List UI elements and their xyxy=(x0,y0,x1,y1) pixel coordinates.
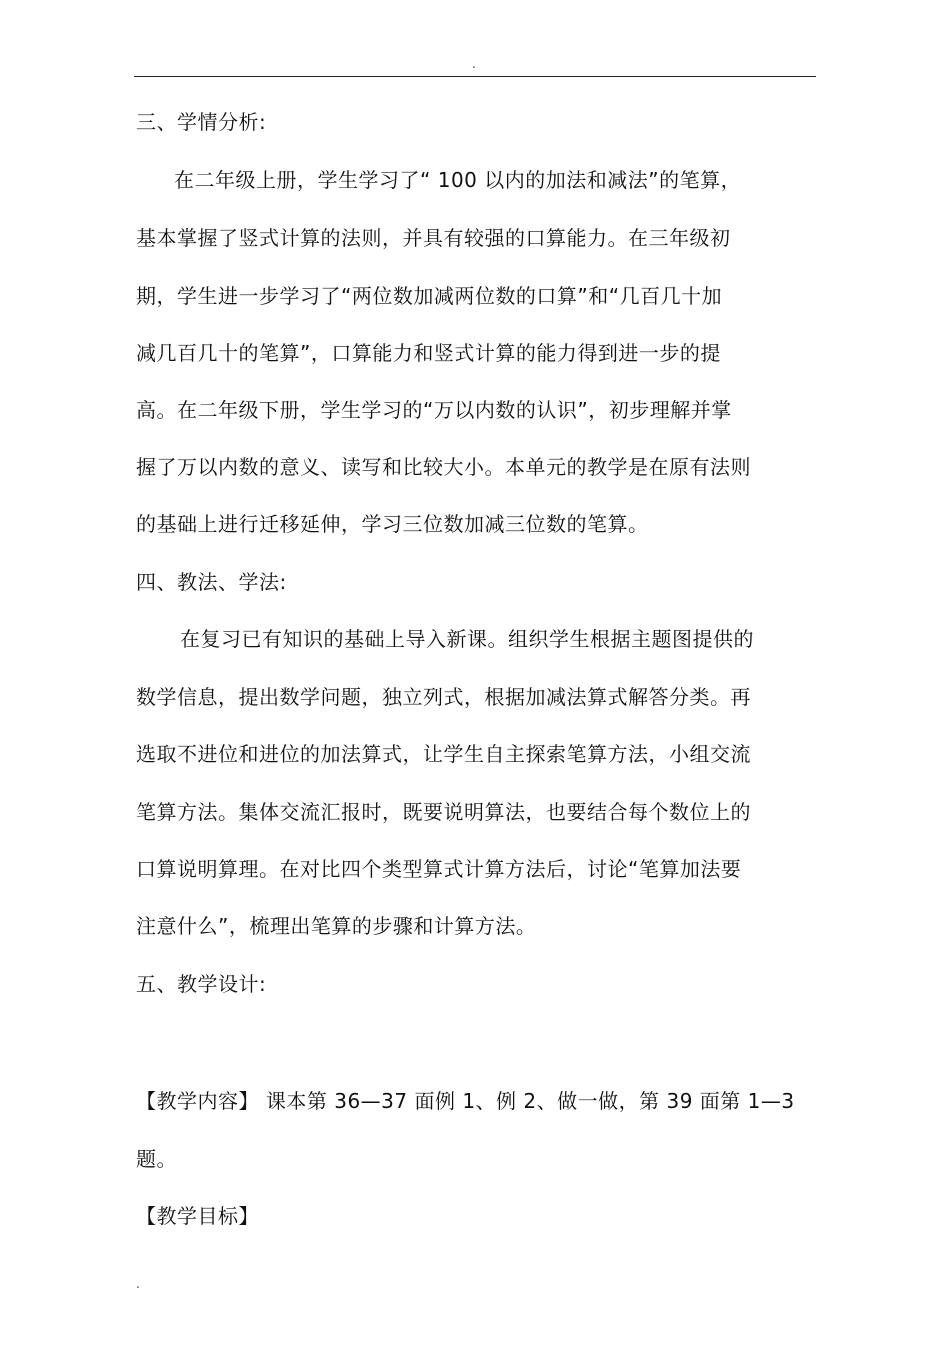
paragraph-line: 基本掌握了竖式计算的法则，并具有较强的口算能力。在三年级初 xyxy=(136,226,731,250)
paragraph-line: 握了万以内数的意义、读写和比较大小。本单元的教学是在原有法则 xyxy=(136,455,751,479)
section-heading-3: 三、学情分析: xyxy=(136,110,267,134)
paragraph-line: 在复习已有知识的基础上导入新课。组织学生根据主题图提供的 xyxy=(180,627,754,651)
teaching-content-line: 题。 xyxy=(136,1147,177,1171)
paragraph-line: 口算说明算理。在对比四个类型算式计算方法后，讨论“笔算加法要 xyxy=(136,857,742,881)
paragraph-line: 减几百几十的笔算”，口算能力和竖式计算的能力得到进一步的提 xyxy=(136,341,721,365)
teaching-objectives-heading: 【教学目标】 xyxy=(136,1204,259,1228)
header-dot: . xyxy=(472,57,476,71)
paragraph-line: 期，学生进一步学习了“两位数加减两位数的口算”和“几百几十加 xyxy=(136,284,723,308)
paragraph-line: 选取不进位和进位的加法算式，让学生自主探索笔算方法，小组交流 xyxy=(136,742,751,766)
footer-dot: . xyxy=(136,1277,140,1291)
paragraph-line: 在二年级上册，学生学习了“ 100 以内的加法和减法”的笔算， xyxy=(174,168,742,192)
section-heading-5: 五、教学设计: xyxy=(136,972,267,996)
paragraph-line: 高。在二年级下册，学生学习的“万以内数的认识”，初步理解并掌 xyxy=(136,398,732,422)
paragraph-line: 笔算方法。集体交流汇报时，既要说明算法，也要结合每个数位上的 xyxy=(136,800,751,824)
paragraph-line: 注意什么”，梳理出笔算的步骤和计算方法。 xyxy=(136,914,537,938)
header-rule xyxy=(134,76,816,77)
section-heading-4: 四、教法、学法: xyxy=(136,570,287,594)
teaching-content-line: 【教学内容】 课本第 36—37 面例 1、例 2、做一做，第 39 面第 1—3 xyxy=(136,1089,795,1113)
paragraph-line: 数学信息，提出数学问题，独立列式，根据加减法算式解答分类。再 xyxy=(136,685,751,709)
paragraph-line: 的基础上进行迁移延伸，学习三位数加减三位数的笔算。 xyxy=(136,512,649,536)
